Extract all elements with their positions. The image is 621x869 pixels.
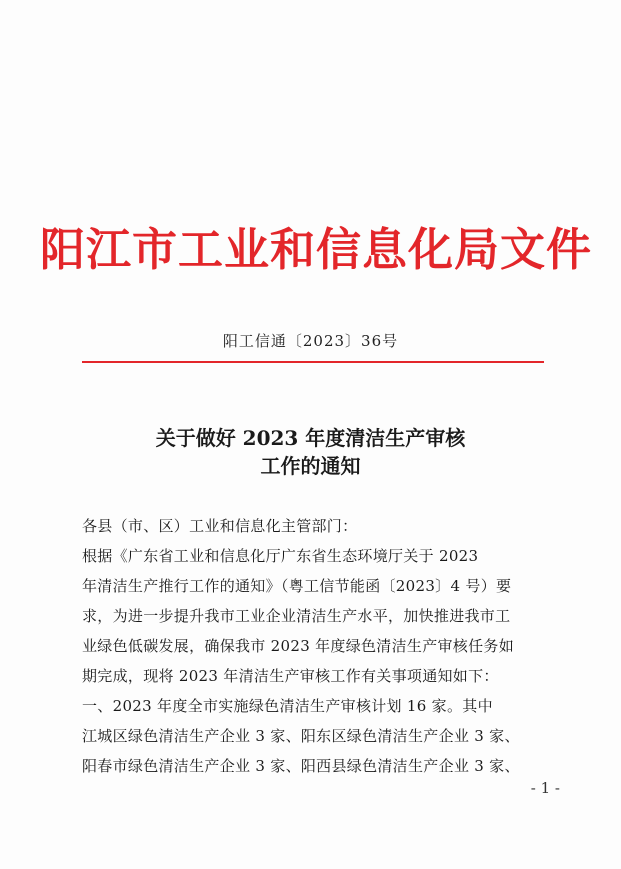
- body-line-5: 业绿色低碳发展，确保我市 2023 年度绿色清洁生产审核任务如: [82, 637, 515, 655]
- body-line-8: 江城区绿色清洁生产企业 3 家、阳东区绿色清洁生产企业 3 家、: [82, 727, 520, 745]
- body-line-6: 期完成，现将 2023 年清洁生产审核工作有关事项通知如下：: [82, 667, 499, 685]
- issuer-title: 阳江市工业和信息化局文件: [40, 223, 593, 276]
- body-line-7: 一、2023 年度全市实施绿色清洁生产审核计划 16 家。其中: [82, 697, 493, 715]
- document-number: 阳工信通〔2023〕36号: [222, 332, 399, 350]
- notice-title-line-1: 关于做好 2023 年度清洁生产审核: [155, 426, 466, 450]
- body-line-2: 根据《广东省工业和信息化厅广东省生态环境厅关于 2023: [82, 547, 479, 565]
- body-line-4: 求，为进一步提升我市工业企业清洁生产水平，加快推进我市工: [82, 607, 511, 625]
- notice-title-line-2: 工作的通知: [260, 454, 361, 478]
- body-line-9: 阳春市绿色清洁生产企业 3 家、阳西县绿色清洁生产企业 3 家、: [82, 757, 520, 775]
- body-line-3: 年清洁生产推行工作的通知》（粤工信节能函〔2023〕4 号）要: [82, 577, 512, 595]
- red-divider-line: [82, 361, 544, 363]
- body-line-1: 各县（市、区）工业和信息化主管部门：: [82, 517, 358, 535]
- page-number: - 1 -: [530, 779, 560, 797]
